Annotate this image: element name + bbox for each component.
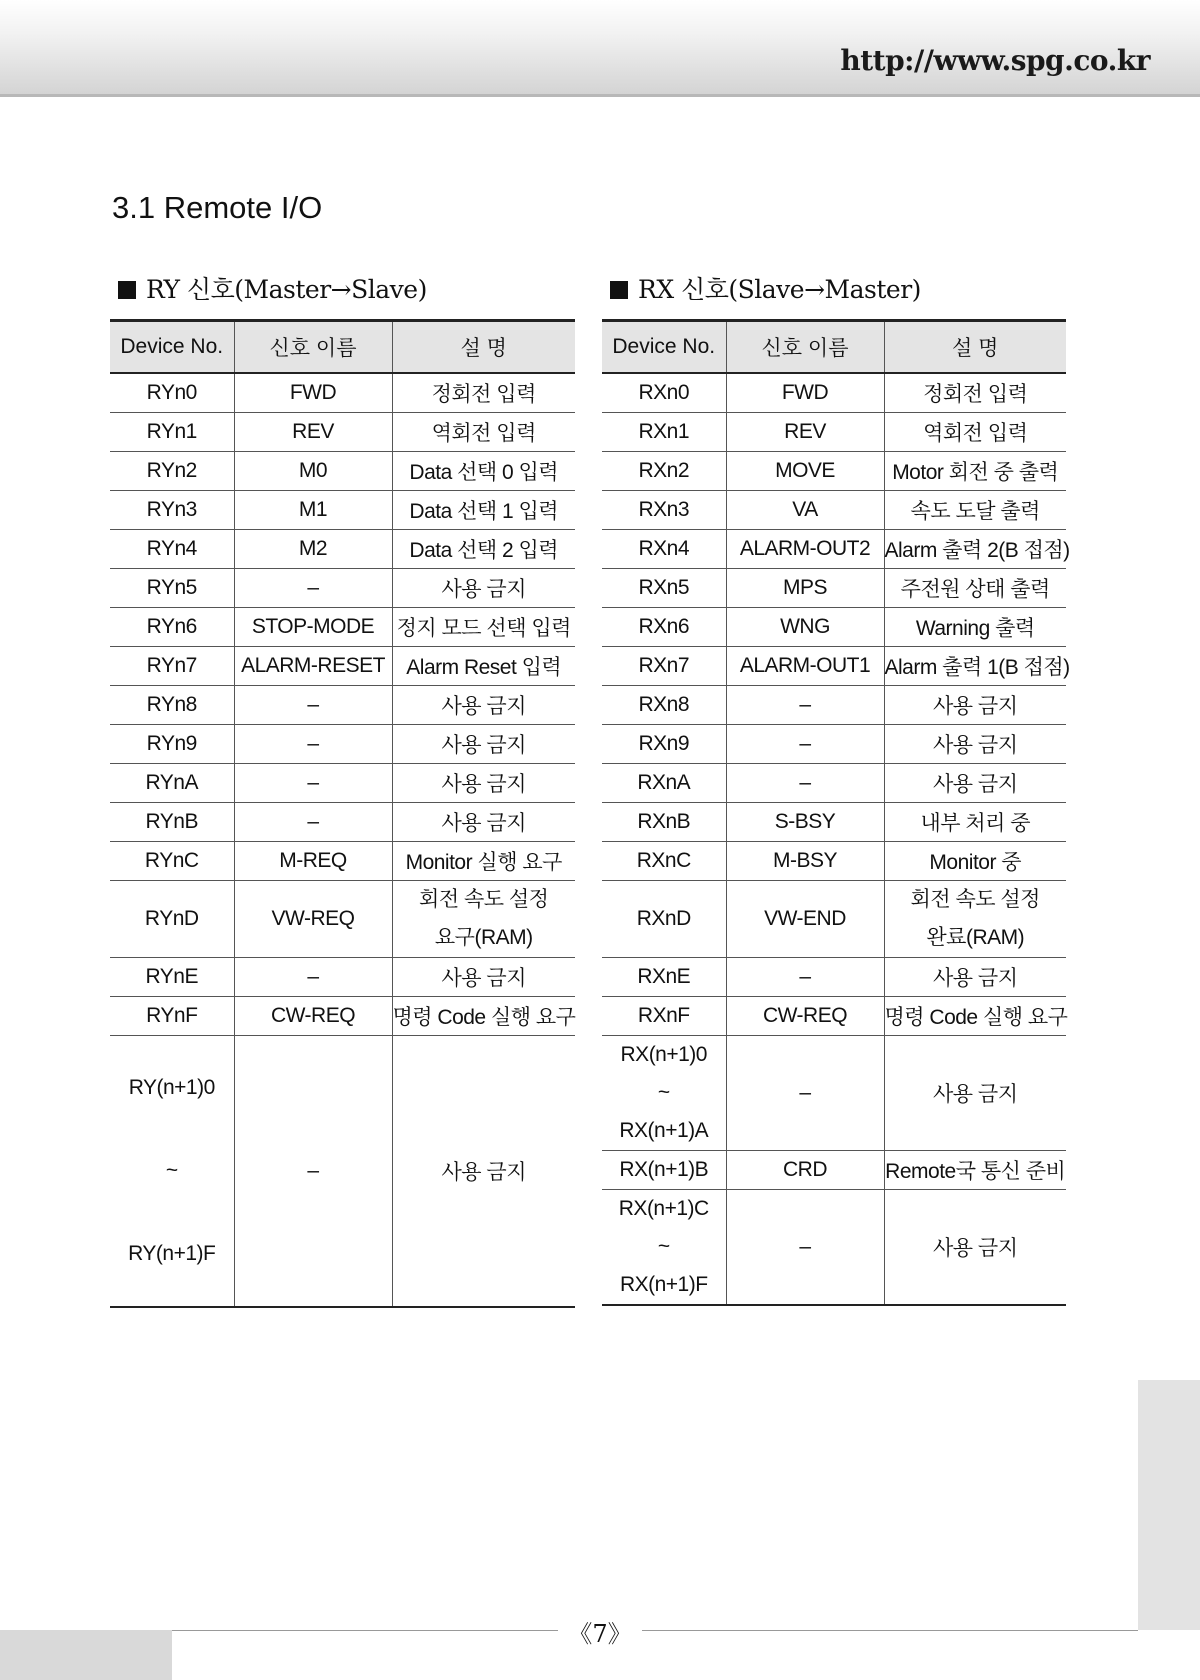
table-row <box>602 764 1066 803</box>
ry-title-text: RY 신호(Master→Slave) <box>146 275 427 304</box>
signal-cell: REV <box>234 413 392 452</box>
table-row <box>602 491 1066 530</box>
col-header-desc: 설 명 <box>392 321 575 374</box>
signal-cell: VW-REQ <box>234 881 392 958</box>
device-cell: RXnE <box>602 958 726 997</box>
desc-cell: Alarm 출력 1(B 접점) <box>884 647 1066 686</box>
device-cell: RYn7 <box>110 647 234 686</box>
table-row <box>602 373 1066 413</box>
rx-title-text: RX 신호(Slave→Master) <box>638 275 921 304</box>
device-cell: RYnE <box>110 958 234 997</box>
device-cell: RXn2 <box>602 452 726 491</box>
device-cell: RXnA <box>602 764 726 803</box>
range-from: RY(n+1)0 <box>128 1076 215 1099</box>
table-row <box>602 725 1066 764</box>
section-title: 3.1 Remote I/O <box>112 190 323 225</box>
device-cell: RXn7 <box>602 647 726 686</box>
desc-cell: 사용 금지 <box>392 764 575 803</box>
device-cell: RYnC <box>110 842 234 881</box>
signal-cell: – <box>726 1190 884 1306</box>
desc-cell: Data 선택 2 입력 <box>392 530 575 569</box>
table-row <box>110 958 575 997</box>
desc-cell: Remote국 통신 준비 <box>884 1151 1066 1190</box>
col-header-device: Device No. <box>110 321 234 374</box>
signal-cell: M0 <box>234 452 392 491</box>
desc-cell: 사용 금지 <box>392 686 575 725</box>
signal-cell: FWD <box>234 373 392 413</box>
table-row <box>602 997 1066 1036</box>
table-row <box>602 803 1066 842</box>
device-cell: RXnD <box>602 881 726 958</box>
signal-cell: – <box>726 764 884 803</box>
square-bullet-icon <box>118 281 136 299</box>
desc-cell: 사용 금지 <box>392 725 575 764</box>
device-cell: RXn5 <box>602 569 726 608</box>
desc-cell: Motor 회전 중 출력 <box>884 452 1066 491</box>
signal-cell: – <box>726 958 884 997</box>
signal-cell: CW-REQ <box>234 997 392 1036</box>
signal-cell: S-BSY <box>726 803 884 842</box>
signal-cell: REV <box>726 413 884 452</box>
table-row <box>110 1036 575 1308</box>
device-cell: RYn6 <box>110 608 234 647</box>
device-cell: RXn4 <box>602 530 726 569</box>
page-number <box>0 1614 1200 1649</box>
table-row <box>602 881 1066 958</box>
desc-line: 회전 속도 설정 <box>419 888 549 911</box>
col-header-desc: 설 명 <box>884 321 1066 374</box>
desc-cell: 명령 Code 실행 요구 <box>392 997 575 1036</box>
device-cell: RYnD <box>110 881 234 958</box>
desc-cell: 역회전 입력 <box>884 413 1066 452</box>
desc-cell: 사용 금지 <box>392 569 575 608</box>
table-row <box>110 686 575 725</box>
signal-cell: M2 <box>234 530 392 569</box>
signal-cell: VA <box>726 491 884 530</box>
desc-cell <box>392 881 575 958</box>
table-header-row <box>602 321 1066 374</box>
signal-cell: VW-END <box>726 881 884 958</box>
header-url[interactable]: http://www.spg.co.kr <box>840 44 1150 77</box>
ry-table-title <box>118 270 427 306</box>
table-row <box>110 881 575 958</box>
desc-line: 요구(RAM) <box>434 926 533 949</box>
table-row <box>110 569 575 608</box>
table-row <box>110 725 575 764</box>
device-range-cell <box>602 1190 726 1306</box>
device-cell: RXnC <box>602 842 726 881</box>
table-row <box>110 608 575 647</box>
desc-line: 회전 속도 설정 <box>910 888 1040 911</box>
table-row <box>602 958 1066 997</box>
table-row <box>110 452 575 491</box>
device-cell: RXn6 <box>602 608 726 647</box>
signal-cell: CW-REQ <box>726 997 884 1036</box>
col-header-signal: 신호 이름 <box>726 321 884 374</box>
range-to: RY(n+1)F <box>128 1242 216 1265</box>
device-cell: RYn5 <box>110 569 234 608</box>
table-row <box>110 647 575 686</box>
desc-cell <box>884 881 1066 958</box>
signal-cell: M-BSY <box>726 842 884 881</box>
ry-signal-table <box>110 319 575 1308</box>
table-row <box>602 842 1066 881</box>
device-range-cell <box>602 1036 726 1151</box>
desc-cell: Monitor 중 <box>884 842 1066 881</box>
device-cell: RXnB <box>602 803 726 842</box>
desc-cell: Data 선택 0 입력 <box>392 452 575 491</box>
device-cell: RXn3 <box>602 491 726 530</box>
signal-cell: – <box>726 725 884 764</box>
table-row <box>602 452 1066 491</box>
signal-cell: ALARM-OUT1 <box>726 647 884 686</box>
desc-cell: Data 선택 1 입력 <box>392 491 575 530</box>
device-cell: RXn8 <box>602 686 726 725</box>
device-cell: RYn8 <box>110 686 234 725</box>
signal-cell: STOP-MODE <box>234 608 392 647</box>
device-cell: RXn9 <box>602 725 726 764</box>
table-header-row <box>110 321 575 374</box>
table-row <box>110 413 575 452</box>
table-row <box>602 530 1066 569</box>
table-row <box>110 373 575 413</box>
device-cell: RYnB <box>110 803 234 842</box>
device-cell: RXn1 <box>602 413 726 452</box>
range-tilde: ~ <box>165 1159 178 1182</box>
table-row <box>110 530 575 569</box>
col-header-device: Device No. <box>602 321 726 374</box>
desc-cell: 정회전 입력 <box>392 373 575 413</box>
page-number-text: 《7》 <box>558 1620 641 1648</box>
signal-cell: – <box>234 764 392 803</box>
signal-cell: CRD <box>726 1151 884 1190</box>
device-cell: RYnF <box>110 997 234 1036</box>
range-stack <box>110 1076 234 1266</box>
table-row <box>110 842 575 881</box>
signal-cell: – <box>726 686 884 725</box>
signal-cell: – <box>234 686 392 725</box>
desc-cell: 사용 금지 <box>884 725 1066 764</box>
device-cell: RYn0 <box>110 373 234 413</box>
table-row <box>602 608 1066 647</box>
signal-cell: M-REQ <box>234 842 392 881</box>
signal-cell: ALARM-RESET <box>234 647 392 686</box>
range-tilde: ~ <box>657 1081 670 1104</box>
table-row <box>602 1036 1066 1151</box>
signal-cell: – <box>726 1036 884 1151</box>
desc-line: 완료(RAM) <box>926 926 1025 949</box>
desc-cell: 사용 금지 <box>884 764 1066 803</box>
range-to: RX(n+1)A <box>619 1119 709 1142</box>
table-row <box>110 764 575 803</box>
desc-cell: Monitor 실행 요구 <box>392 842 575 881</box>
desc-cell: Alarm Reset 입력 <box>392 647 575 686</box>
rx-signal-table <box>602 319 1070 1306</box>
signal-cell: – <box>234 1036 392 1308</box>
table-row <box>602 1151 1066 1190</box>
side-tab <box>1138 1380 1200 1630</box>
signal-cell: – <box>234 958 392 997</box>
desc-cell: 사용 금지 <box>884 958 1066 997</box>
desc-cell: 내부 처리 중 <box>884 803 1066 842</box>
signal-cell: M1 <box>234 491 392 530</box>
signal-cell: – <box>234 803 392 842</box>
signal-cell: WNG <box>726 608 884 647</box>
table-row <box>602 686 1066 725</box>
device-cell: RYn1 <box>110 413 234 452</box>
table-row <box>110 803 575 842</box>
desc-cell: 사용 금지 <box>392 1036 575 1308</box>
desc-cell: 사용 금지 <box>392 803 575 842</box>
range-from: RX(n+1)C <box>618 1197 709 1220</box>
signal-cell: ALARM-OUT2 <box>726 530 884 569</box>
range-tilde: ~ <box>657 1235 670 1258</box>
signal-cell: MOVE <box>726 452 884 491</box>
desc-cell: 주전원 상태 출력 <box>884 569 1066 608</box>
device-cell: RYn2 <box>110 452 234 491</box>
signal-cell: – <box>234 569 392 608</box>
signal-cell: FWD <box>726 373 884 413</box>
range-from: RX(n+1)0 <box>620 1043 707 1066</box>
table-row <box>602 413 1066 452</box>
desc-cell: 사용 금지 <box>884 1190 1066 1306</box>
desc-cell: 사용 금지 <box>884 1036 1066 1151</box>
table-row <box>602 1190 1066 1306</box>
signal-cell: – <box>234 725 392 764</box>
device-cell: RXn0 <box>602 373 726 413</box>
device-cell: RX(n+1)B <box>602 1151 726 1190</box>
desc-cell: 역회전 입력 <box>392 413 575 452</box>
table-row <box>110 491 575 530</box>
col-header-signal: 신호 이름 <box>234 321 392 374</box>
device-cell: RYn9 <box>110 725 234 764</box>
desc-cell: Warning 출력 <box>884 608 1066 647</box>
desc-cell: Alarm 출력 2(B 접점) <box>884 530 1066 569</box>
device-range-cell <box>110 1036 234 1308</box>
desc-cell: 사용 금지 <box>392 958 575 997</box>
desc-cell: 정지 모드 선택 입력 <box>392 608 575 647</box>
range-to: RX(n+1)F <box>619 1273 708 1296</box>
table-row <box>110 997 575 1036</box>
device-cell: RXnF <box>602 997 726 1036</box>
device-cell: RYnA <box>110 764 234 803</box>
desc-cell: 명령 Code 실행 요구 <box>884 997 1066 1036</box>
device-cell: RYn4 <box>110 530 234 569</box>
desc-cell: 속도 도달 출력 <box>884 491 1066 530</box>
table-row <box>602 647 1066 686</box>
desc-cell: 정회전 입력 <box>884 373 1066 413</box>
rx-table-title <box>610 270 921 306</box>
table-row <box>602 569 1066 608</box>
device-cell: RYn3 <box>110 491 234 530</box>
desc-cell: 사용 금지 <box>884 686 1066 725</box>
square-bullet-icon <box>610 281 628 299</box>
signal-cell: MPS <box>726 569 884 608</box>
